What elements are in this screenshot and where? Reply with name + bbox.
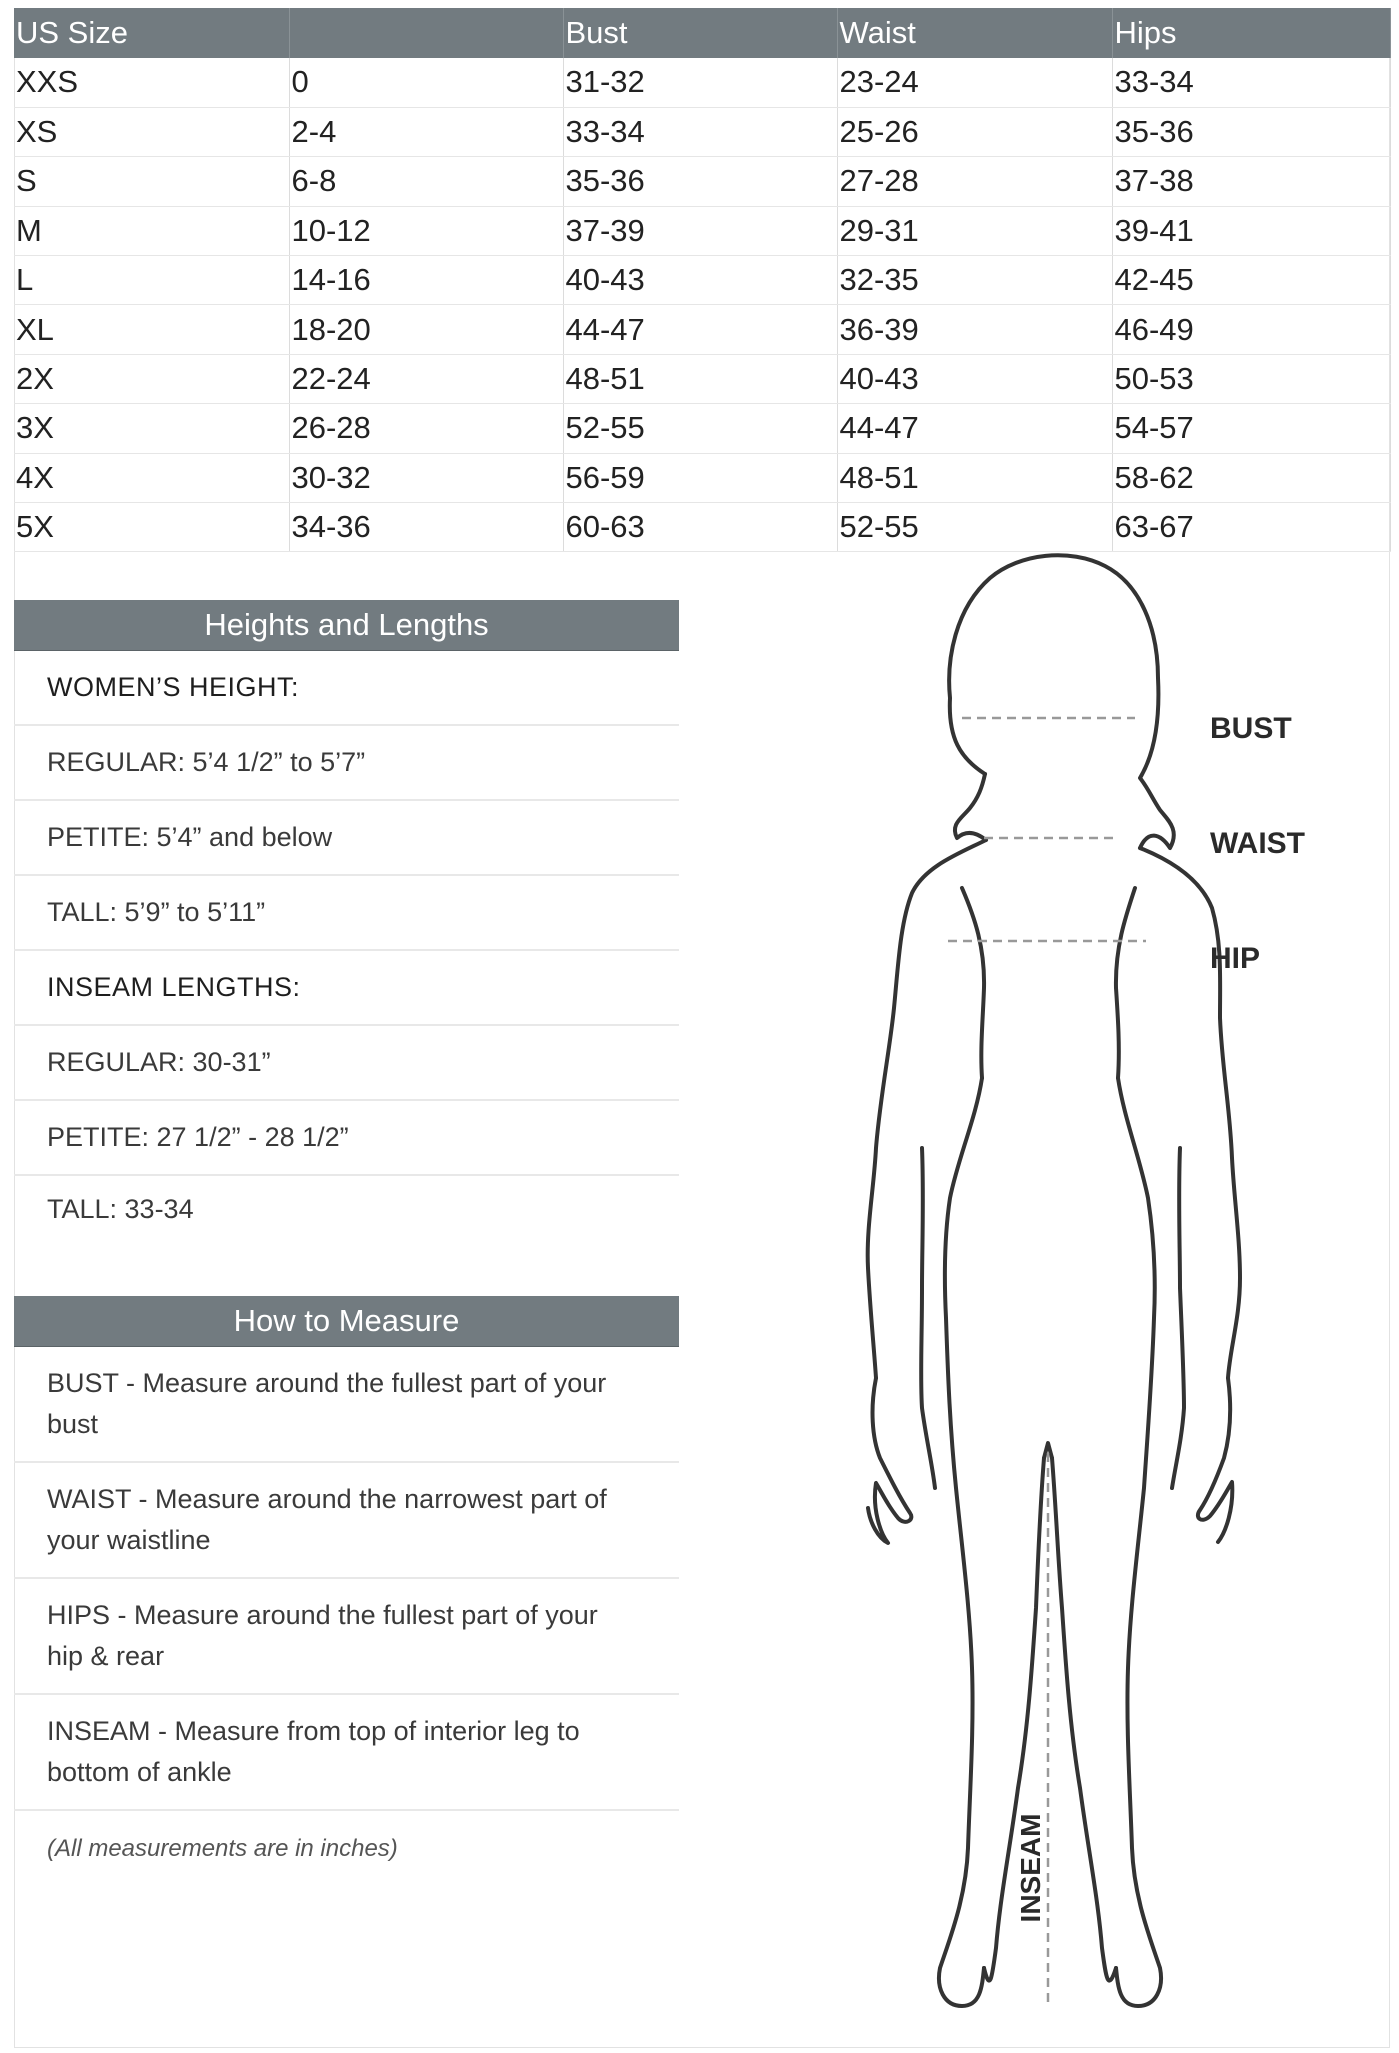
measure-hips: HIPS - Measure around the fullest part of your hip & rear [14,1579,679,1695]
cell-hips: 54-57 [1112,404,1390,453]
label-bust: BUST [1210,712,1292,745]
header-us-size: US Size [14,8,289,58]
cell-numeric: 22-24 [289,354,563,403]
cell-hips: 39-41 [1112,206,1390,255]
table-row [14,404,1390,453]
cell-waist: 44-47 [837,404,1112,453]
cell-numeric: 30-32 [289,453,563,502]
cell-size: S [14,157,289,206]
table-row [14,305,1390,354]
cell-waist: 29-31 [837,206,1112,255]
cell-hips: 33-34 [1112,58,1390,107]
inner-leg-right [1052,1458,1116,1981]
cell-numeric: 0 [289,58,563,107]
cell-hips: 42-45 [1112,256,1390,305]
measure-bust: BUST - Measure around the fullest part of your bust [14,1347,679,1463]
head-outline [949,555,1174,848]
table-row [14,453,1390,502]
cell-size: 4X [14,453,289,502]
cell-hips: 58-62 [1112,453,1390,502]
cell-numeric: 10-12 [289,206,563,255]
table-row [14,256,1390,305]
cell-bust: 40-43 [563,256,837,305]
left-arm-inner [921,1148,935,1488]
cell-waist: 48-51 [837,453,1112,502]
right-arm [1198,1378,1232,1542]
bust-right-edge [1116,888,1135,1078]
cell-numeric: 26-28 [289,404,563,453]
measurements-note: (All measurements are in inches) [47,1835,398,1862]
cell-bust: 44-47 [563,305,837,354]
cell-waist: 23-24 [837,58,1112,107]
label-waist: WAIST [1210,827,1305,860]
cell-waist: 27-28 [837,157,1112,206]
inseam-regular: REGULAR: 30-31” [14,1026,679,1101]
cell-bust: 35-36 [563,157,837,206]
table-row [14,58,1390,107]
cell-waist: 36-39 [837,305,1112,354]
table-row [14,354,1390,403]
table-row [14,206,1390,255]
cell-hips: 37-38 [1112,157,1390,206]
size-chart-table [14,8,1391,552]
cell-bust: 33-34 [563,107,837,156]
womens-height-heading: WOMEN’S HEIGHT: [14,651,679,726]
cell-numeric: 6-8 [289,157,563,206]
inseam-petite: PETITE: 27 1/2” - 28 1/2” [14,1101,679,1176]
table-row [14,157,1390,206]
cell-size: 3X [14,404,289,453]
measure-waist: WAIST - Measure around the narrowest part of your waistline [14,1463,679,1579]
cell-bust: 48-51 [563,354,837,403]
height-petite: PETITE: 5’4” and below [14,801,679,876]
cell-numeric: 14-16 [289,256,563,305]
table-row [14,107,1390,156]
cell-numeric: 18-20 [289,305,563,354]
cell-hips: 35-36 [1112,107,1390,156]
cell-bust: 56-59 [563,453,837,502]
cell-waist: 32-35 [837,256,1112,305]
body-outline-illustration [700,548,1380,2038]
cell-size: 5X [14,503,289,552]
header-numeric-size [289,8,563,58]
cell-numeric: 2-4 [289,107,563,156]
hip-left [939,1078,984,2006]
cell-waist: 52-55 [837,503,1112,552]
header-waist: Waist [837,8,1112,58]
cell-size: M [14,206,289,255]
cell-hips: 50-53 [1112,354,1390,403]
table-row [14,503,1390,552]
measure-inseam: INSEAM - Measure from top of interior leg to bottom of ankle [14,1695,679,1811]
how-to-measure-panel [14,1296,679,1863]
heights-lengths-panel [14,600,679,1251]
body-figure [700,548,1380,2043]
hip-right [1116,1078,1161,2006]
height-tall: TALL: 5’9” to 5’11” [14,876,679,951]
cell-waist: 40-43 [837,354,1112,403]
cell-bust: 60-63 [563,503,837,552]
inseam-lengths-heading: INSEAM LENGTHS: [14,951,679,1026]
table-header-row [14,8,1390,58]
cell-hips: 46-49 [1112,305,1390,354]
cell-bust: 31-32 [563,58,837,107]
inseam-tall: TALL: 33-34 [47,1194,194,1224]
label-inseam: INSEAM [1015,1813,1046,1923]
cell-size: L [14,256,289,305]
bust-left-edge [962,888,984,1078]
cell-waist: 25-26 [837,107,1112,156]
torso-left [868,840,986,1378]
cell-bust: 37-39 [563,206,837,255]
how-to-measure-title: How to Measure [14,1296,679,1347]
heights-lengths-title: Heights and Lengths [14,600,679,651]
cell-size: XXS [14,58,289,107]
cell-bust: 52-55 [563,404,837,453]
header-hips: Hips [1112,8,1390,58]
label-hip: HIP [1210,942,1261,975]
cell-size: 2X [14,354,289,403]
cell-hips: 63-67 [1112,503,1390,552]
left-arm [868,1378,911,1543]
right-arm-inner [1172,1148,1184,1488]
hair-left [955,774,986,840]
header-bust: Bust [563,8,837,58]
cell-size: XL [14,305,289,354]
cell-size: XS [14,107,289,156]
height-regular: REGULAR: 5’4 1/2” to 5’7” [14,726,679,801]
cell-numeric: 34-36 [289,503,563,552]
